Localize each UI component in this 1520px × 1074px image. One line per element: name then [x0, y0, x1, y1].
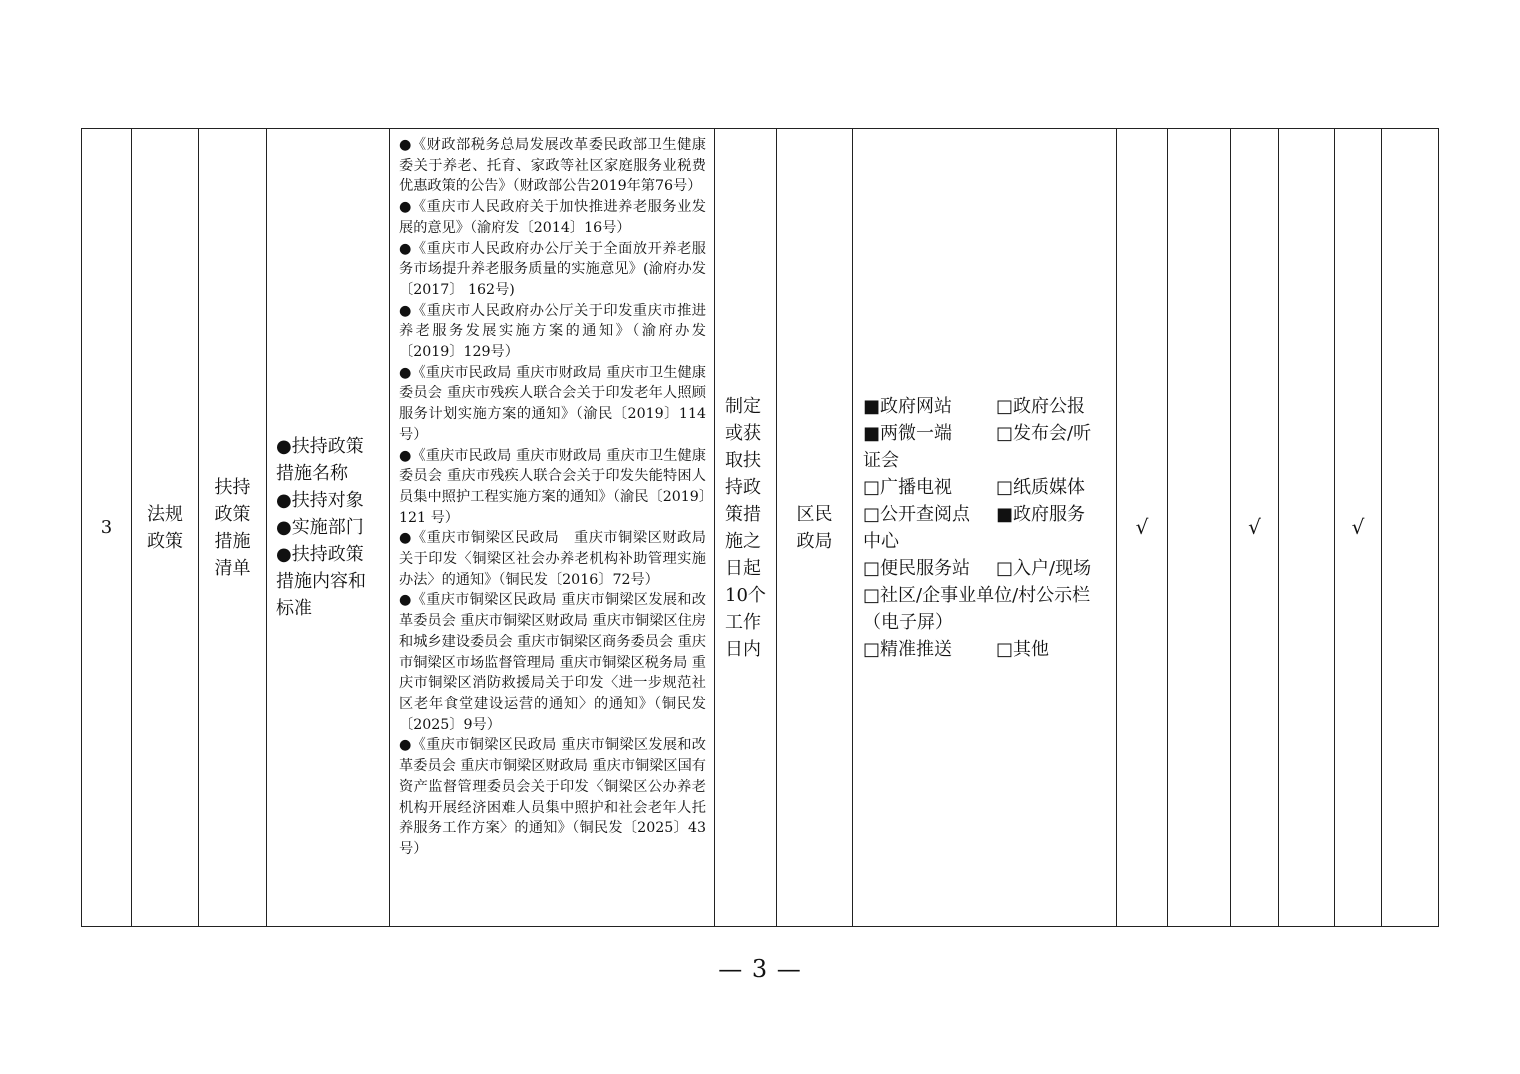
policy-item: ●《重庆市铜梁区民政局 重庆市铜梁区发展和改革委员会 重庆市铜梁区财政局 重庆市铜梁区国有资产监督管理委员会关于印发〈铜梁区公办养老机构开展经济困难人员集中照护和社会老年人托养服务工作方案〉的通知》（铜民发〔2025〕43号）: [399, 737, 706, 857]
channel-row: [863, 555, 1110, 582]
channel-option: □发布会/听: [996, 422, 1092, 444]
channels-cell: [853, 129, 1117, 927]
channel-option: □其他: [996, 638, 1050, 660]
channel-option: ■政府服务: [996, 503, 1086, 525]
category-cell: [132, 129, 199, 927]
channel-option: □社区/企事业单位/村公示栏: [863, 584, 1091, 606]
table-row: [82, 129, 1439, 927]
page-number: — 3 —: [718, 955, 802, 983]
check-mark: √: [1351, 514, 1365, 539]
channel-row: [863, 501, 1110, 528]
category-text: 法规 政策: [147, 503, 183, 552]
disclosure-table: [81, 128, 1439, 927]
item-cell: [199, 129, 267, 927]
channel-option-cont: 中心: [863, 530, 899, 552]
check-mark: √: [1248, 514, 1261, 539]
item-text: 扶持 政策 措施 清单: [214, 476, 251, 579]
channel-option: ■政府网站: [863, 395, 953, 417]
time-limit-cell: [715, 129, 777, 927]
channel-option: □政府公报: [996, 395, 1086, 417]
policy-item: ●《重庆市民政局 重庆市财政局 重庆市卫生健康委员会 重庆市残疾人联合会关于印发失能特困人员集中照护工程实施方案的通知》（渝民〔2019〕121 号）: [399, 447, 706, 526]
channel-option: □公开查阅点: [863, 503, 971, 525]
channel-option: □入户/现场: [996, 557, 1092, 579]
mark-cell: [1335, 129, 1382, 927]
policy-item: ●《重庆市人民政府办公厅关于印发重庆市推进养老服务发展实施方案的通知》（渝府办发〔2019〕129号）: [399, 302, 706, 361]
channel-option: □纸质媒体: [996, 476, 1086, 498]
channel-row: [863, 393, 1110, 420]
channel-option-cont: （电子屏）: [863, 611, 953, 633]
content-text: ●扶持政策 措施名称 ●扶持对象 ●实施部门 ●扶持政策 措施内容和 标准: [276, 436, 366, 619]
channel-row: [863, 474, 1110, 501]
channel-row: [863, 582, 1110, 609]
content-cell: [267, 129, 390, 927]
channel-row: [863, 447, 1110, 474]
channel-row: [863, 528, 1110, 555]
policy-basis-cell: [390, 129, 715, 927]
policy-item: ●《重庆市人民政府办公厅关于全面放开养老服务市场提升养老服务质量的实施意见》(渝府办发 〔2017〕 162号): [399, 240, 706, 298]
channel-row: [863, 636, 1110, 663]
policy-item: ●《重庆市铜梁区民政局 重庆市铜梁区财政局关于印发〈铜梁区社会办养老机构补助管理实施办法〉的通知》（铜民发〔2016〕72号）: [399, 530, 706, 588]
policy-item: ●《重庆市民政局 重庆市财政局 重庆市卫生健康委员会 重庆市残疾人联合会关于印发老年人照顾服务计划实施方案的通知》（渝民〔2019〕114号）: [399, 364, 706, 443]
check-mark: √: [1135, 514, 1149, 539]
channel-option-cont: 证会: [863, 449, 899, 471]
policy-item: ●《重庆市人民政府关于加快推进养老服务业发展的意见》（渝府发〔2014〕16号）: [399, 199, 706, 236]
row-index-cell: [82, 129, 132, 927]
row-index: 3: [100, 517, 113, 538]
department-text: 区民 政局: [796, 503, 833, 552]
channel-option: □精准推送: [863, 638, 953, 660]
mark-cell: [1231, 129, 1279, 927]
time-limit-text: 制定 或获 取扶 持政 策措 施之 日起 10个 工作 日内: [725, 395, 766, 660]
policy-item: ●《重庆市铜梁区民政局 重庆市铜梁区发展和改革委员会 重庆市铜梁区财政局 重庆市铜梁区住房和城乡建设委员会 重庆市铜梁区商务委员会 重庆市铜梁区市场监督管理局 重庆市铜梁区税务局 重庆市铜梁区消防救援局关于印发〈进一步规范社区老年食堂建设运营的通知〉的通知》（铜民发〔2025〕9号）: [399, 592, 706, 733]
channel-row: [863, 609, 1110, 636]
mark-cell: [1168, 129, 1231, 927]
mark-cell: [1382, 129, 1439, 927]
department-cell: [777, 129, 853, 927]
mark-cell: [1279, 129, 1335, 927]
mark-cell: [1117, 129, 1168, 927]
channel-option: ■两微一端: [863, 422, 953, 444]
channel-option: □广播电视: [863, 476, 953, 498]
channel-row: [863, 420, 1110, 447]
channel-option: □便民服务站: [863, 557, 971, 579]
policy-item: ●《财政部税务总局发展改革委民政部卫生健康委关于养老、托育、家政等社区家庭服务业税费优惠政策的公告》（财政部公告2019年第76号）: [399, 137, 706, 195]
